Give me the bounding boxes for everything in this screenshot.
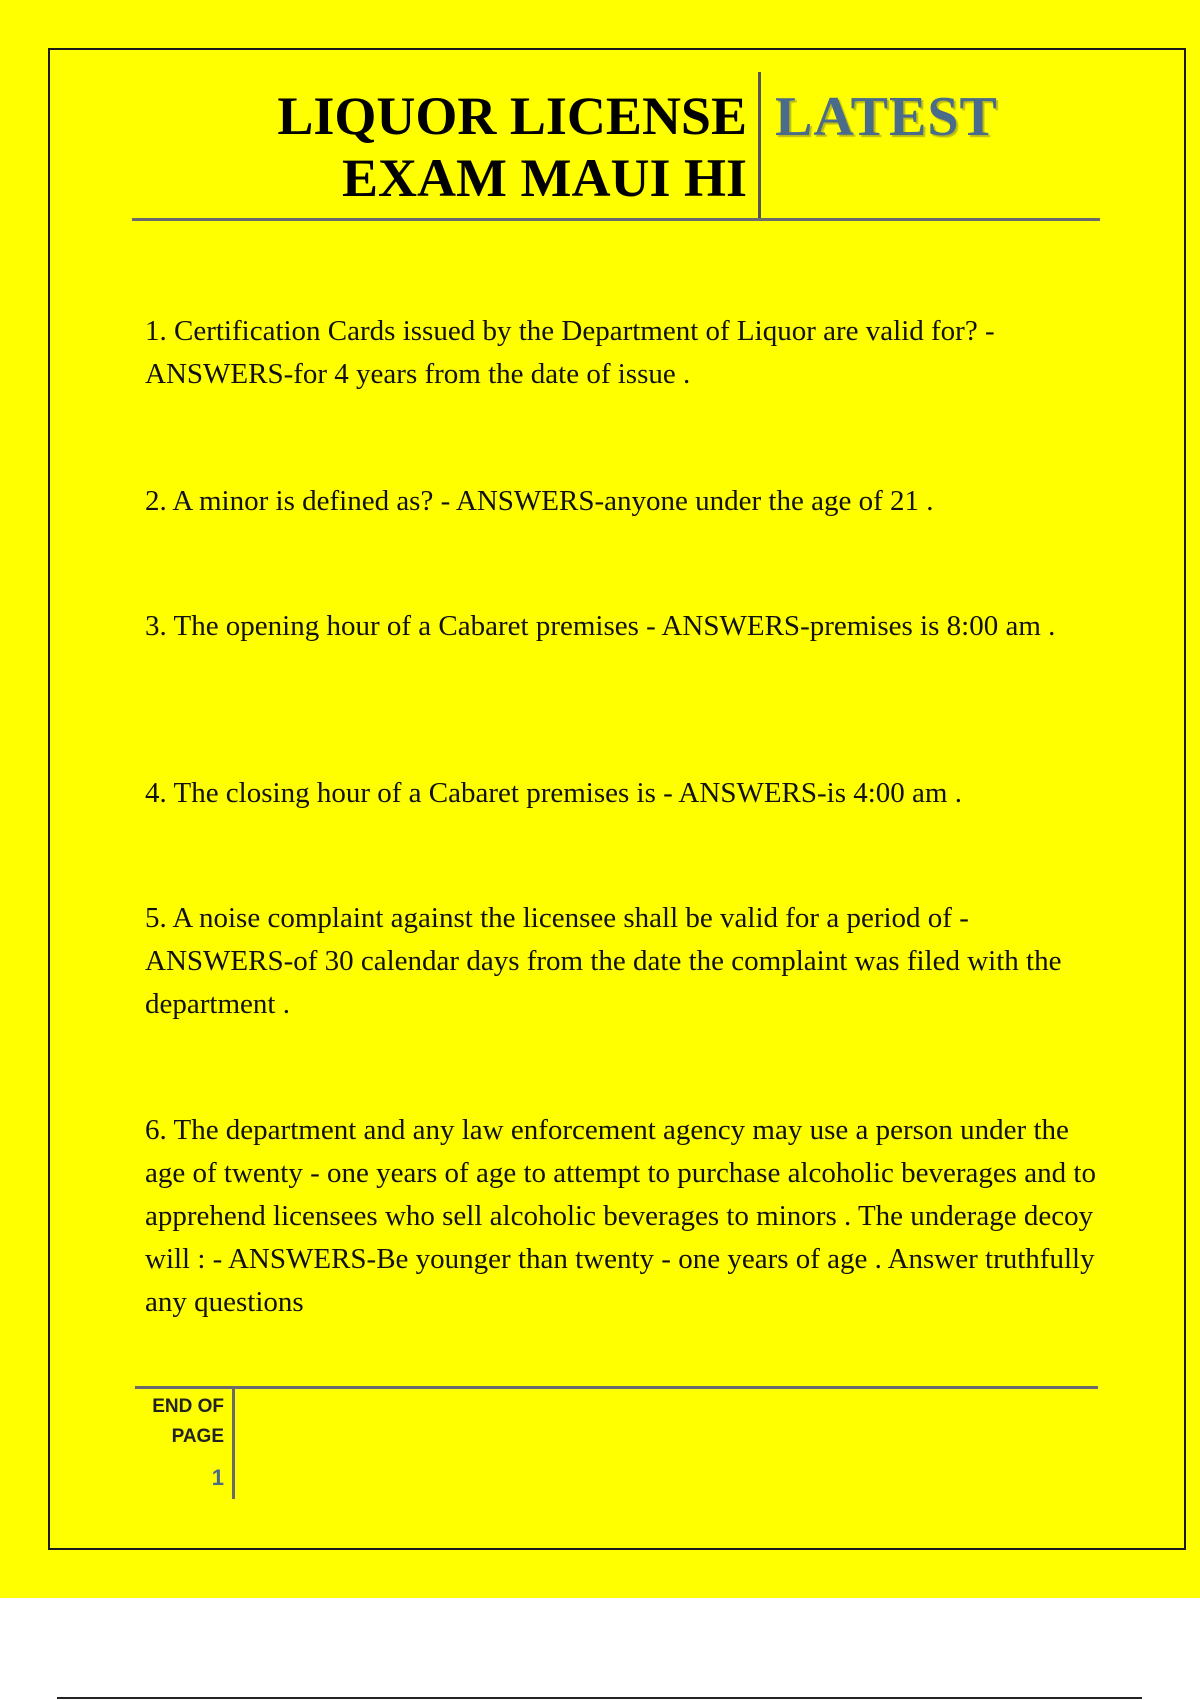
question-5: 5. A noise complaint against the licensee shall be valid for a period of - ANSWERS-of 30 calendar days from the date the complaint was filed with the department . bbox=[145, 902, 1062, 1020]
question-1: 1. Certification Cards issued by the Department of Liquor are valid for? - ANSWERS-for 4 years from the date of issue . bbox=[145, 315, 995, 390]
footer-line-1: END OF bbox=[152, 1396, 224, 1417]
bottom-rule bbox=[57, 1697, 1142, 1699]
end-of-page-label bbox=[128, 1392, 224, 1452]
question-2: 2. A minor is defined as? - ANSWERS-anyone under the age of 21 . bbox=[145, 485, 934, 517]
question-3: 3. The opening hour of a Cabaret premises - ANSWERS-premises is 8:00 am . bbox=[145, 610, 1056, 642]
latest-tag: LATEST bbox=[775, 86, 998, 148]
question-4: 4. The closing hour of a Cabaret premises is - ANSWERS-is 4:00 am . bbox=[145, 777, 962, 809]
footer-divider bbox=[232, 1389, 235, 1499]
header-rule bbox=[132, 218, 1100, 221]
question-6: 6. The department and any law enforcement agency may use a person under the age of twenty - one years of age to attempt to purchase alcoholic beverages and to apprehend licensees who sell alcoholic beverages to minors . The underage decoy will : - ANSWERS-Be younger than twenty - one years of age . Answer truthfully any questions bbox=[145, 1114, 1096, 1318]
title-divider bbox=[758, 72, 761, 220]
title-line-1: LIQUOR LICENSE bbox=[277, 86, 747, 146]
footer-rule bbox=[135, 1386, 1098, 1389]
footer-line-2: PAGE bbox=[171, 1426, 224, 1447]
page-number: 1 bbox=[211, 1465, 224, 1490]
title-line-2: EXAM MAUI HI bbox=[342, 148, 747, 208]
page-title bbox=[150, 85, 747, 209]
